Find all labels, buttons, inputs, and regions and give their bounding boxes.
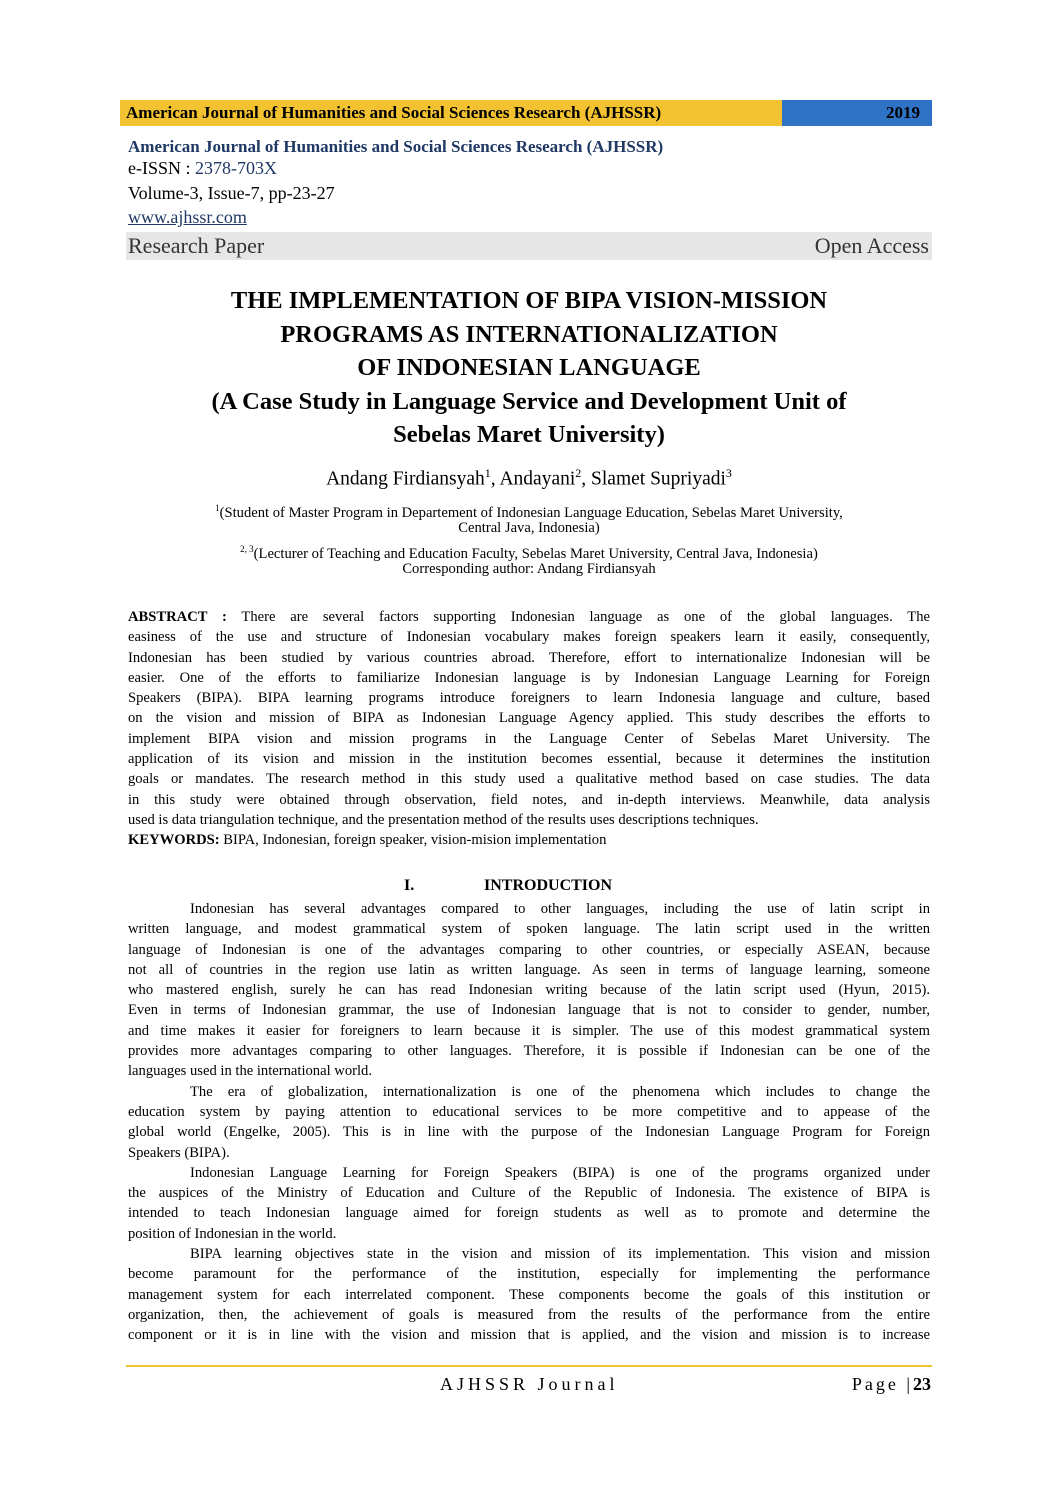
paper-title	[126, 284, 932, 452]
author-list	[126, 466, 932, 491]
title-line: THE IMPLEMENTATION OF BIPA VISION-MISSION	[230, 287, 828, 314]
abstract-line: implement BIPA vision and mission programs in the Language Center of Sebelas Maret University. The	[128, 730, 930, 747]
section-title: INTRODUCTION	[484, 877, 613, 894]
intro-line: Speakers (BIPA).	[128, 1144, 230, 1161]
footer-rule	[126, 1365, 932, 1367]
intro-line: global world (Engelke, 2005). This is in line with the purpose of the Indonesian Language Program for Foreign	[128, 1124, 930, 1141]
introduction-body	[128, 899, 930, 1346]
intro-line: education system by paying attention to educational services to be more competitive and to appease of the	[128, 1103, 930, 1120]
intro-line: language of Indonesian is one of the advantages comparing to other countries, or especially ASEAN, because	[128, 941, 930, 958]
page-number: 23	[913, 1374, 931, 1394]
title-line: PROGRAMS AS INTERNATIONALIZATION	[280, 320, 778, 348]
intro-line: Indonesian Language Learning for Foreign Speakers (BIPA) is one of the programs organized under	[190, 1164, 930, 1181]
author-name: Andang Firdiansyah	[326, 468, 485, 490]
running-header	[120, 100, 932, 126]
abstract-line: Indonesian has been studied by various countries abroad. Therefore, effort to internationalize Indonesian will be	[128, 649, 930, 666]
footer-page	[852, 1374, 931, 1395]
running-header-journal: American Journal of Humanities and Social Sciences Research (AJHSSR)	[120, 100, 782, 126]
intro-line: languages used in the international world.	[128, 1063, 372, 1080]
keywords-line	[128, 830, 930, 850]
author-sup: 3	[725, 466, 732, 480]
intro-line: the auspices of the Ministry of Education and Culture of the Republic of Indonesia. The existence of BIPA is	[128, 1185, 930, 1202]
intro-line: component or it is in line with the vision and mission that is applied, and the vision and mission is to increase	[128, 1327, 930, 1344]
affiliation-sup: 1	[215, 503, 220, 513]
intro-line: intended to teach Indonesian language aimed for foreign students as well as to promote and determine the	[128, 1205, 930, 1222]
abstract-line: in this study were obtained through observation, field notes, and in-depth interviews. Meanwhile, data analysis	[128, 791, 930, 808]
abstract	[128, 607, 930, 851]
affiliation-1-cont: Central Java, Indonesia)	[458, 520, 600, 536]
paper-type: Research Paper	[128, 233, 265, 258]
author-sep: ,	[490, 468, 500, 490]
intro-line: BIPA learning objectives state in the vision and mission of its implementation. This vision and mission	[190, 1246, 930, 1263]
intro-line: The era of globalization, internationalization is one of the phenomena which includes to change the	[190, 1083, 930, 1100]
issn-value: 2378-703X	[195, 158, 277, 178]
footer-journal: AJHSSR Journal	[440, 1374, 619, 1394]
author-sup: 1	[484, 466, 491, 480]
abstract-line: application of its vision and mission in the institution becomes essential, because it determines the institution	[128, 751, 930, 768]
intro-line: who mastered english, surely he can has read Indonesian writing because of the latin script used (Hyun, 2015).	[128, 982, 930, 999]
website-link[interactable]: www.ajhssr.com	[128, 207, 247, 227]
title-line: (A Case Study in Language Service and Development Unit of	[211, 387, 847, 415]
abstract-line	[128, 607, 930, 627]
abstract-text: There are several factors supporting Indonesian language as one of the global languages. The	[226, 609, 930, 625]
running-header-year: 2019	[782, 100, 932, 126]
author-name: Andayani	[499, 468, 576, 490]
journal-title: American Journal of Humanities and Social Sciences Research (AJHSSR)	[128, 137, 664, 156]
intro-line: not all of countries in the region use latin as written language. As seen in terms of language learning, someone	[128, 961, 930, 978]
affiliation-sup: 2, 3	[240, 544, 254, 554]
intro-line: Indonesian has several advantages compared to other languages, including the use of latin script in	[190, 901, 930, 917]
intro-line: organization, then, the achievement of goals is measured from the results of the performance from the entire	[128, 1306, 930, 1323]
access-type: Open Access	[814, 233, 929, 258]
affiliation-text: (Student of Master Program in Departement of Indonesian Language Education, Sebelas Maret University,	[219, 504, 843, 521]
keywords: BIPA, Indonesian, foreign speaker, vision-mision implementation	[219, 832, 607, 849]
intro-line: and time makes it easier for foreigners to learn because it is simpler. The use of this modest grammatical system	[128, 1022, 930, 1039]
abstract-line: Speakers (BIPA). BIPA learning programs introduce foreigners to learn Indonesia language and culture, based	[128, 690, 930, 707]
intro-line: become paramount for the performance of the institution, especially for implementing the performance	[128, 1266, 930, 1283]
affiliation-text: (Lecturer of Teaching and Education Faculty, Sebelas Maret University, Central Java, Indonesia)	[253, 545, 818, 562]
abstract-line: easier. One of the efforts to familiarize Indonesian language is by Indonesian Language Learning for Foreign	[128, 669, 930, 686]
issn	[128, 158, 277, 179]
abstract-line: used is data triangulation technique, and the presentation method of the results uses descriptions techniques.	[128, 811, 759, 828]
intro-line: position of Indonesian in the world.	[128, 1225, 337, 1242]
intro-line: management system for each interrelated component. These components become the goals of this institution or	[128, 1286, 930, 1303]
corresponding-author: Corresponding author: Andang Firdiansyah	[402, 561, 656, 577]
abstract-line: goals or mandates. The research method in this study used a qualitative method based on case studies. The data	[128, 771, 930, 788]
issn-label: e-ISSN :	[128, 158, 195, 178]
author-name: Slamet Supriyadi	[591, 468, 726, 490]
intro-line: provides more advantages comparing to other languages. Therefore, it is possible if Indonesian can be one of the	[128, 1043, 930, 1060]
author-sup: 2	[575, 466, 582, 480]
intro-line: Even in terms of Indonesian grammar, the use of Indonesian language that is not to consider to gender, number,	[128, 1002, 930, 1019]
volume-issue: Volume-3, Issue-7, pp-23-27	[128, 183, 335, 203]
abstract-line: on the vision and mission of BIPA as Indonesian Language Agency applied. This study describes the efforts to	[128, 710, 930, 727]
abstract-label: ABSTRACT :	[128, 609, 227, 625]
keywords-label: KEYWORDS:	[128, 832, 220, 849]
intro-line: written language, and modest grammatical system of spoken language. The latin script used in the written	[128, 921, 930, 938]
title-line: Sebelas Maret University)	[393, 421, 665, 449]
title-line: OF INDONESIAN LANGUAGE	[357, 354, 701, 382]
author-sep: ,	[581, 468, 592, 490]
abstract-line: easiness of the use and structure of Indonesian vocabulary makes foreign speakers learn it easily, consequently,	[128, 629, 930, 646]
section-number: I.	[404, 877, 415, 894]
page-label: Page |	[851, 1374, 913, 1394]
